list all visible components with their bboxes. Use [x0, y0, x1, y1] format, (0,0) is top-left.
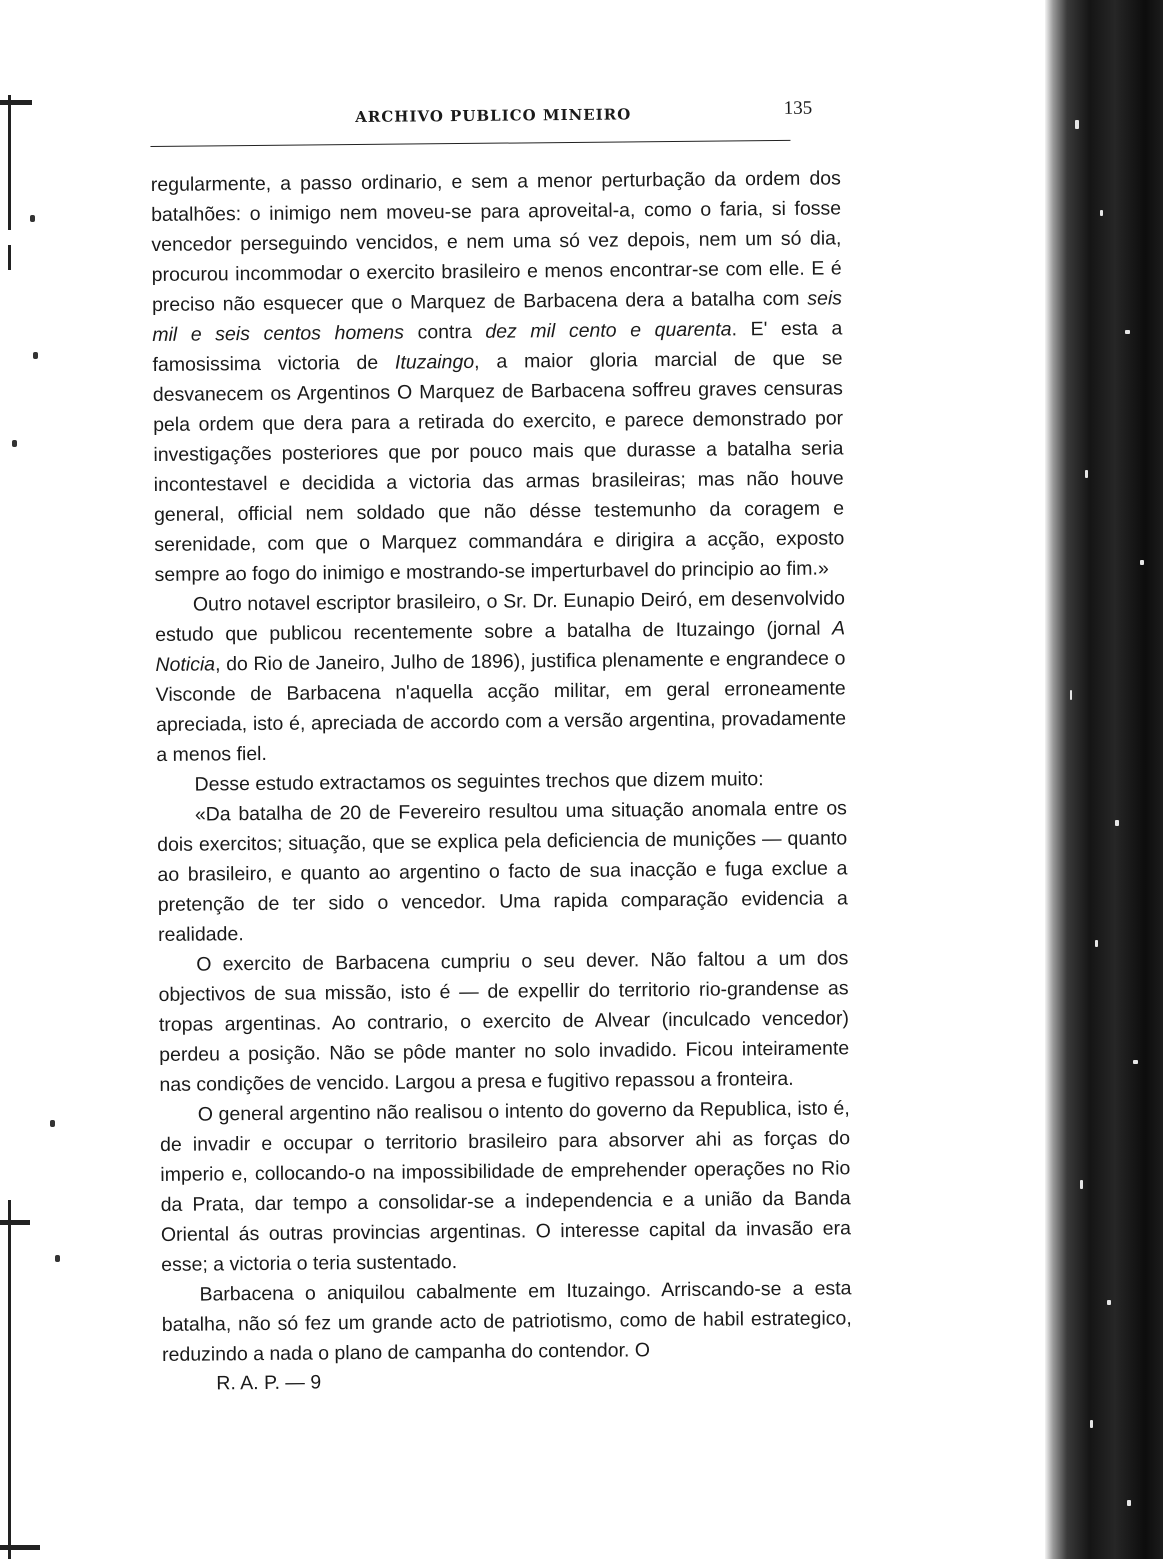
italic-text: Ituzaingo [394, 350, 475, 374]
edge-tick [0, 1545, 40, 1550]
paragraph [155, 583, 847, 770]
edge-dot [55, 1255, 60, 1262]
edge-dot [33, 352, 38, 359]
edge-dot [30, 215, 35, 222]
scan-speck [1095, 940, 1098, 947]
edge-mark [8, 1200, 11, 1559]
running-head [150, 89, 840, 136]
italic-text: seis mil e seis centos homens [152, 287, 843, 346]
edge-dot [12, 440, 17, 447]
paragraph-text: contra [403, 320, 486, 344]
scan-speck [1080, 1180, 1083, 1189]
paragraph-text: , do Rio de Janeiro, Julho de 1896), justifica plenamente e engrandece o Visconde de Barbacena n'aquella acção militar, em geral erroneamente apreciada, isto é, apreciada de accordo com a versão argentina, provadamente a menos fiel. [155, 647, 847, 766]
header-rule [150, 140, 790, 147]
paragraph [158, 943, 849, 1100]
scan-speck [1125, 330, 1130, 334]
paragraph [151, 163, 845, 590]
page-left-edge [0, 0, 40, 1559]
scan-speck [1115, 820, 1119, 826]
book-spine-shadow [1045, 0, 1163, 1559]
page-number: 135 [783, 97, 813, 119]
scan-speck [1107, 1300, 1111, 1305]
edge-tick [0, 100, 32, 105]
paragraph-text: Desse estudo extractamos os seguintes trechos que dizem muito: [194, 768, 764, 796]
paragraph-text: regularmente, a passo ordinario, e sem a menor perturbação da ordem dos batalhões: o inimigo nem moveu-se para aproveital-a, como o faria, si fosse vencedor perseguindo vencidos, e nem uma só vez depois, nem um só dia, procurou incommodar o exercito brasileiro e menos encontrar-se com elle. E é preciso não esquecer que o Marquez de Barbacena dera a batalha com [150, 167, 842, 316]
italic-text: dez mil cento e quarenta [485, 318, 732, 343]
edge-dot [50, 1120, 55, 1127]
scan-speck [1075, 120, 1079, 129]
scan-speck [1133, 1060, 1138, 1064]
body-text [151, 163, 852, 1370]
paragraph-text: «Da batalha de 20 de Fevereiro resultou uma situação anomala entre os dois exercitos; situação, que se explica pela deficiencia de munições — quanto ao brasileiro, e quanto ao argentino o facto de sua inacção e fuga exclue a pretenção de ter sido o vencedor. Uma rapida comparação evidencia a realidade. [157, 797, 848, 946]
running-head-title: ARCHIVO PUBLICO MINEIRO [355, 105, 632, 127]
paragraph-text: , a maior gloria marcial de que se desvanecem os Argentinos O Marquez de Barbacena soffreu graves censuras pela ordem que dera para a retirada do exercito, e parece demonstrado por investigações posteriores que por pouco mais que durasse a batalha seria incontestavel e decidida a victoria das armas brasileiras; mas não houve general, official nem soldado que não désse testemunho da coragem e serenidade, com que o Marquez commandára e dirigira a acção, exposto sempre ao fogo do inimigo e mostrando-se imperturbavel do principio ao fim.» [152, 347, 845, 586]
scan-speck [1070, 690, 1072, 700]
paragraph [157, 793, 848, 950]
document-page [150, 89, 852, 1398]
paragraph-text: . E' esta a famosissima victoria de [152, 317, 843, 376]
paragraph-text: O exercito de Barbacena cumpriu o seu dever. Não faltou a um dos objectivos de sua missão, isto é — de expellir do territorio rio-grandense as tropas argentinas. Ao contrario, o exercito de Alvear (inculcado vencedor) perdeu a posição. Não se pôde manter no solo invadido. Ficou inteiramente nas condições de vencido. Largou a presa e fugitivo repassou a fronteira. [158, 947, 850, 1096]
signature-mark: R. A. P. — 9 [216, 1371, 322, 1395]
paragraph-text: Barbacena o aniquilou cabalmente em Ituzaingo. Arriscando-se a esta batalha, não só fez um grande acto de patriotismo, como de habil estrategico, reduzindo a nada o plano de campanha do contendor. O [161, 1277, 852, 1366]
scan-speck [1127, 1500, 1131, 1506]
italic-text: A Noticia [155, 617, 846, 676]
edge-mark [8, 245, 11, 270]
paragraph-text: O general argentino não realisou o intento do governo da Republica, isto é, de invadir e occupar o territorio brasileiro para absorver ahi as forças do imperio e, collocando-o na impossibilidade de emprehender operações no Rio da Prata, dar tempo a consolidar-se a independencia e a união da Banda Oriental ás outras provincias argentinas. O interesse capital da invasão era esse; a victoria o teria sustentado. [159, 1097, 852, 1276]
scan-speck [1100, 210, 1103, 216]
paragraph [160, 1093, 852, 1280]
scan-speck [1085, 470, 1088, 478]
paragraph [161, 1273, 852, 1370]
scan-speck [1090, 1420, 1093, 1428]
edge-tick [0, 1220, 30, 1225]
scan-speck [1140, 560, 1144, 565]
edge-mark [8, 95, 11, 230]
paragraph-text: Outro notavel escriptor brasileiro, o Sr. Dr. Eunapio Deiró, em desenvolvido estudo que publicou recentemente sobre a batalha de Ituzaingo (jornal [155, 587, 845, 646]
